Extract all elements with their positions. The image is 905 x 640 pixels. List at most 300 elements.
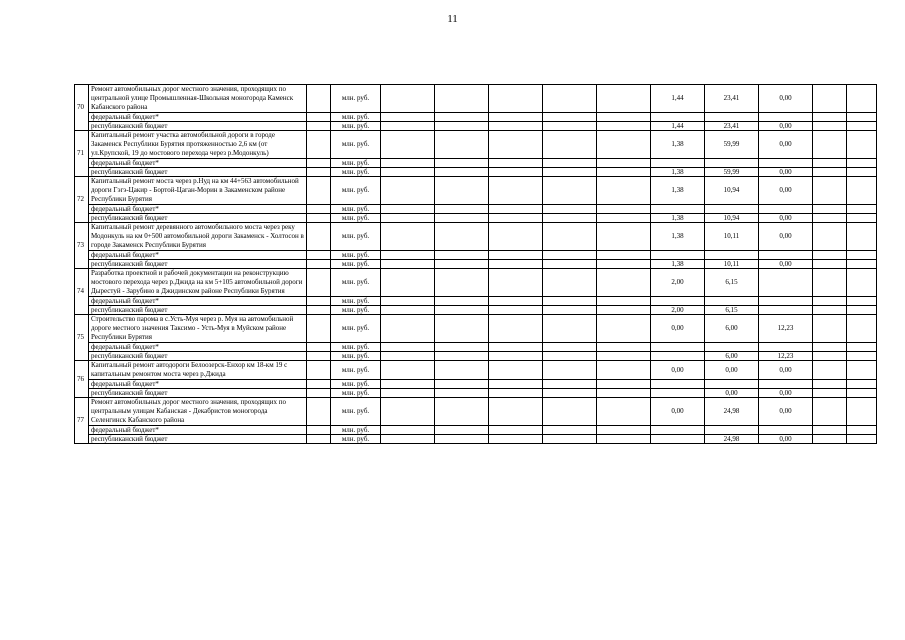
value-cell xyxy=(813,297,847,306)
value-cell xyxy=(597,177,651,205)
value-cell: 6,15 xyxy=(705,269,759,297)
table-subrow xyxy=(75,435,877,444)
value-cell xyxy=(597,113,651,122)
empty-cell xyxy=(307,306,331,315)
value-cell xyxy=(597,260,651,269)
empty-cell xyxy=(307,426,331,435)
value-cell xyxy=(847,269,877,297)
value-cell: 0,00 xyxy=(705,389,759,398)
table-subrow xyxy=(75,168,877,177)
value-cell xyxy=(705,343,759,352)
value-cell: 0,00 xyxy=(759,435,813,444)
value-cell xyxy=(813,380,847,389)
value-cell xyxy=(597,315,651,343)
value-cell xyxy=(759,159,813,168)
value-cell xyxy=(651,159,705,168)
unit-cell: млн. руб. xyxy=(331,315,381,343)
value-cell xyxy=(381,352,435,361)
value-cell xyxy=(847,168,877,177)
table-subrow xyxy=(75,352,877,361)
unit-cell: млн. руб. xyxy=(331,306,381,315)
value-cell xyxy=(381,426,435,435)
value-cell xyxy=(813,306,847,315)
value-cell xyxy=(435,159,489,168)
value-cell xyxy=(813,85,847,113)
empty-cell xyxy=(307,223,331,251)
value-cell xyxy=(759,251,813,260)
table-subrow xyxy=(75,297,877,306)
value-cell: 0,00 xyxy=(705,361,759,380)
value-cell xyxy=(381,131,435,159)
value-cell xyxy=(489,435,543,444)
value-cell xyxy=(489,426,543,435)
row-number: 72 xyxy=(75,177,89,223)
value-cell: 0,00 xyxy=(759,214,813,223)
value-cell xyxy=(435,205,489,214)
value-cell xyxy=(381,223,435,251)
unit-cell: млн. руб. xyxy=(331,85,381,113)
value-cell xyxy=(543,426,597,435)
value-cell xyxy=(813,426,847,435)
value-cell: 24,98 xyxy=(705,398,759,426)
value-cell xyxy=(435,297,489,306)
value-cell xyxy=(435,131,489,159)
value-cell xyxy=(543,306,597,315)
value-cell xyxy=(489,361,543,380)
value-cell xyxy=(381,177,435,205)
value-cell xyxy=(435,435,489,444)
budget-source-cell: федеральный бюджет* xyxy=(89,380,307,389)
value-cell xyxy=(489,168,543,177)
value-cell xyxy=(381,306,435,315)
budget-source-cell: федеральный бюджет* xyxy=(89,205,307,214)
empty-cell xyxy=(307,85,331,113)
value-cell xyxy=(489,131,543,159)
value-cell xyxy=(597,426,651,435)
value-cell: 0,00 xyxy=(759,398,813,426)
empty-cell xyxy=(307,251,331,260)
unit-cell: млн. руб. xyxy=(331,398,381,426)
value-cell xyxy=(489,113,543,122)
value-cell xyxy=(847,177,877,205)
value-cell xyxy=(847,85,877,113)
value-cell xyxy=(543,159,597,168)
value-cell xyxy=(705,251,759,260)
value-cell xyxy=(435,398,489,426)
project-name-cell: Капитальный ремонт автодороги Белоозерск-Енхор км 18-км 19 с капитальным ремонтом моста через р.Джида xyxy=(89,361,307,380)
empty-cell xyxy=(307,435,331,444)
empty-cell xyxy=(307,352,331,361)
empty-cell xyxy=(307,113,331,122)
value-cell xyxy=(543,269,597,297)
value-cell: 2,00 xyxy=(651,269,705,297)
value-cell xyxy=(435,177,489,205)
value-cell: 1,44 xyxy=(651,85,705,113)
value-cell xyxy=(543,251,597,260)
value-cell xyxy=(489,315,543,343)
value-cell xyxy=(489,223,543,251)
table-row xyxy=(75,269,877,297)
unit-cell: млн. руб. xyxy=(331,297,381,306)
value-cell xyxy=(381,205,435,214)
value-cell xyxy=(813,343,847,352)
value-cell: 59,99 xyxy=(705,168,759,177)
value-cell xyxy=(435,426,489,435)
value-cell xyxy=(813,205,847,214)
unit-cell: млн. руб. xyxy=(331,251,381,260)
value-cell xyxy=(543,205,597,214)
unit-cell: млн. руб. xyxy=(331,260,381,269)
value-cell xyxy=(381,251,435,260)
project-name-cell: Капитальный ремонт деревянного автомобильного моста через реку Модонкуль на км 0+500 автомобильной дороги Закаменск - Холтосон в городе Закаменск Республики Бурятия xyxy=(89,223,307,251)
value-cell xyxy=(381,343,435,352)
value-cell xyxy=(543,389,597,398)
value-cell xyxy=(813,389,847,398)
value-cell xyxy=(847,435,877,444)
empty-cell xyxy=(307,260,331,269)
value-cell xyxy=(651,297,705,306)
table-row xyxy=(75,177,877,205)
unit-cell: млн. руб. xyxy=(331,159,381,168)
budget-source-cell: республиканский бюджет xyxy=(89,168,307,177)
value-cell xyxy=(705,159,759,168)
value-cell xyxy=(435,352,489,361)
table-row xyxy=(75,131,877,159)
value-cell xyxy=(543,177,597,205)
value-cell xyxy=(543,113,597,122)
value-cell: 6,15 xyxy=(705,306,759,315)
project-name-cell: Ремонт автомобильных дорог местного значения, проходящих по центральным улицам Кабанская - Декабристов моногорода Селенгинск Кабанского района xyxy=(89,398,307,426)
value-cell xyxy=(847,380,877,389)
value-cell xyxy=(435,306,489,315)
unit-cell: млн. руб. xyxy=(331,380,381,389)
table-subrow xyxy=(75,251,877,260)
value-cell: 1,44 xyxy=(651,122,705,131)
table-row xyxy=(75,315,877,343)
value-cell xyxy=(489,343,543,352)
value-cell xyxy=(651,380,705,389)
value-cell xyxy=(489,159,543,168)
value-cell: 12,23 xyxy=(759,315,813,343)
empty-cell xyxy=(307,159,331,168)
empty-cell xyxy=(307,205,331,214)
table-subrow xyxy=(75,389,877,398)
project-name-cell: Капитальный ремонт участка автомобильной дороги в городе Закаменск Республики Бурятия протяженностью 2,6 км (от ул.Крупской, 19 до мостового перехода через р.Модонкуль) xyxy=(89,131,307,159)
value-cell: 23,41 xyxy=(705,122,759,131)
value-cell xyxy=(813,214,847,223)
value-cell xyxy=(489,251,543,260)
value-cell xyxy=(381,122,435,131)
table-subrow xyxy=(75,122,877,131)
empty-cell xyxy=(307,177,331,205)
budget-source-cell: республиканский бюджет xyxy=(89,306,307,315)
value-cell xyxy=(847,159,877,168)
value-cell xyxy=(847,214,877,223)
value-cell xyxy=(435,315,489,343)
value-cell xyxy=(597,205,651,214)
value-cell xyxy=(381,380,435,389)
table-subrow xyxy=(75,260,877,269)
value-cell xyxy=(597,168,651,177)
project-name-cell: Ремонт автомобильных дорог местного значения, проходящих по центральной улице Промышленная-Школьная моногорода Каменск Кабанского района xyxy=(89,85,307,113)
value-cell xyxy=(813,122,847,131)
empty-cell xyxy=(307,398,331,426)
value-cell: 0,00 xyxy=(759,223,813,251)
value-cell xyxy=(651,205,705,214)
value-cell xyxy=(381,260,435,269)
value-cell xyxy=(847,251,877,260)
table-subrow xyxy=(75,214,877,223)
value-cell xyxy=(435,168,489,177)
unit-cell: млн. руб. xyxy=(331,361,381,380)
unit-cell: млн. руб. xyxy=(331,122,381,131)
value-cell xyxy=(543,380,597,389)
budget-source-cell: республиканский бюджет xyxy=(89,122,307,131)
project-name-cell: Капитальный ремонт моста через р.Нуд на км 44+563 автомобильной дороги Гэгэ-Цакир - Бортой-Цаган-Морин в Закаменском районе Республики Бурятия xyxy=(89,177,307,205)
unit-cell: млн. руб. xyxy=(331,435,381,444)
table-row xyxy=(75,223,877,251)
value-cell: 1,38 xyxy=(651,223,705,251)
value-cell: 1,38 xyxy=(651,131,705,159)
table-subrow xyxy=(75,113,877,122)
value-cell xyxy=(705,113,759,122)
value-cell xyxy=(381,297,435,306)
table-subrow xyxy=(75,205,877,214)
value-cell xyxy=(597,380,651,389)
unit-cell: млн. руб. xyxy=(331,389,381,398)
table-row xyxy=(75,85,877,113)
budget-source-cell: федеральный бюджет* xyxy=(89,251,307,260)
value-cell xyxy=(489,380,543,389)
value-cell xyxy=(651,426,705,435)
value-cell xyxy=(847,389,877,398)
value-cell xyxy=(813,315,847,343)
value-cell: 0,00 xyxy=(759,122,813,131)
unit-cell: млн. руб. xyxy=(331,343,381,352)
value-cell xyxy=(813,131,847,159)
value-cell xyxy=(381,214,435,223)
table-subrow xyxy=(75,380,877,389)
value-cell xyxy=(435,380,489,389)
value-cell xyxy=(813,361,847,380)
budget-source-cell: федеральный бюджет* xyxy=(89,297,307,306)
value-cell xyxy=(813,113,847,122)
value-cell xyxy=(847,315,877,343)
budget-source-cell: федеральный бюджет* xyxy=(89,343,307,352)
budget-source-cell: республиканский бюджет xyxy=(89,260,307,269)
value-cell xyxy=(543,85,597,113)
value-cell xyxy=(381,315,435,343)
value-cell xyxy=(597,435,651,444)
value-cell xyxy=(847,343,877,352)
value-cell xyxy=(651,389,705,398)
value-cell xyxy=(597,352,651,361)
value-cell xyxy=(489,260,543,269)
value-cell xyxy=(597,361,651,380)
value-cell: 0,00 xyxy=(759,131,813,159)
row-number: 76 xyxy=(75,361,89,398)
empty-cell xyxy=(307,297,331,306)
value-cell xyxy=(597,214,651,223)
value-cell xyxy=(813,435,847,444)
value-cell xyxy=(759,306,813,315)
value-cell xyxy=(435,214,489,223)
unit-cell: млн. руб. xyxy=(331,205,381,214)
value-cell xyxy=(847,205,877,214)
value-cell xyxy=(705,380,759,389)
value-cell: 12,23 xyxy=(759,352,813,361)
table-row xyxy=(75,398,877,426)
value-cell xyxy=(543,315,597,343)
value-cell: 1,38 xyxy=(651,260,705,269)
value-cell xyxy=(651,435,705,444)
value-cell: 0,00 xyxy=(651,315,705,343)
value-cell xyxy=(597,223,651,251)
value-cell xyxy=(489,205,543,214)
value-cell: 24,98 xyxy=(705,435,759,444)
row-number: 73 xyxy=(75,223,89,269)
unit-cell: млн. руб. xyxy=(331,269,381,297)
value-cell: 59,99 xyxy=(705,131,759,159)
row-number: 70 xyxy=(75,85,89,131)
value-cell xyxy=(435,85,489,113)
value-cell xyxy=(435,122,489,131)
budget-source-cell: федеральный бюджет* xyxy=(89,426,307,435)
value-cell xyxy=(543,223,597,251)
value-cell xyxy=(489,177,543,205)
value-cell xyxy=(435,223,489,251)
budget-source-cell: федеральный бюджет* xyxy=(89,159,307,168)
value-cell xyxy=(813,398,847,426)
value-cell xyxy=(435,251,489,260)
value-cell xyxy=(543,122,597,131)
value-cell xyxy=(381,159,435,168)
value-cell xyxy=(435,269,489,297)
value-cell xyxy=(435,361,489,380)
value-cell xyxy=(847,398,877,426)
table-row xyxy=(75,361,877,380)
empty-cell xyxy=(307,214,331,223)
value-cell xyxy=(543,131,597,159)
value-cell xyxy=(489,85,543,113)
value-cell xyxy=(847,361,877,380)
value-cell: 6,00 xyxy=(705,352,759,361)
value-cell: 0,00 xyxy=(651,398,705,426)
project-name-cell: Разработка проектной и рабочей документации на реконструкцию мостового перехода через р.Джида на км 5+105 автомобильной дороги Дырестуй - Зарубино в Джидинском районе Республики Бурятия xyxy=(89,269,307,297)
value-cell xyxy=(847,306,877,315)
value-cell xyxy=(489,352,543,361)
value-cell xyxy=(489,389,543,398)
value-cell xyxy=(597,131,651,159)
value-cell xyxy=(847,122,877,131)
value-cell xyxy=(597,343,651,352)
value-cell xyxy=(543,343,597,352)
table-subrow xyxy=(75,343,877,352)
budget-source-cell: федеральный бюджет* xyxy=(89,113,307,122)
value-cell xyxy=(759,269,813,297)
value-cell xyxy=(435,389,489,398)
value-cell xyxy=(489,297,543,306)
value-cell xyxy=(759,380,813,389)
value-cell xyxy=(489,306,543,315)
row-number: 77 xyxy=(75,398,89,444)
empty-cell xyxy=(307,131,331,159)
unit-cell: млн. руб. xyxy=(331,214,381,223)
value-cell: 1,38 xyxy=(651,214,705,223)
value-cell xyxy=(813,177,847,205)
budget-table xyxy=(74,84,877,444)
value-cell xyxy=(651,251,705,260)
empty-cell xyxy=(307,315,331,343)
unit-cell: млн. руб. xyxy=(331,168,381,177)
value-cell xyxy=(813,352,847,361)
value-cell xyxy=(597,122,651,131)
value-cell xyxy=(847,352,877,361)
value-cell xyxy=(381,398,435,426)
value-cell: 0,00 xyxy=(759,260,813,269)
value-cell xyxy=(705,426,759,435)
value-cell xyxy=(435,343,489,352)
value-cell xyxy=(435,113,489,122)
unit-cell: млн. руб. xyxy=(331,223,381,251)
value-cell xyxy=(813,159,847,168)
value-cell xyxy=(759,426,813,435)
value-cell xyxy=(381,113,435,122)
value-cell xyxy=(705,205,759,214)
value-cell xyxy=(381,435,435,444)
value-cell xyxy=(435,260,489,269)
budget-source-cell: республиканский бюджет xyxy=(89,352,307,361)
value-cell xyxy=(489,122,543,131)
empty-cell xyxy=(307,389,331,398)
row-number: 74 xyxy=(75,269,89,315)
value-cell xyxy=(597,159,651,168)
page-number: 11 xyxy=(447,13,458,25)
value-cell: 10,94 xyxy=(705,214,759,223)
value-cell: 23,41 xyxy=(705,85,759,113)
value-cell xyxy=(543,398,597,426)
value-cell xyxy=(543,297,597,306)
value-cell xyxy=(543,260,597,269)
value-cell xyxy=(597,251,651,260)
value-cell xyxy=(597,85,651,113)
value-cell xyxy=(759,297,813,306)
value-cell xyxy=(651,343,705,352)
value-cell xyxy=(813,168,847,177)
value-cell xyxy=(543,435,597,444)
value-cell xyxy=(381,85,435,113)
row-number: 71 xyxy=(75,131,89,177)
value-cell xyxy=(847,223,877,251)
table-subrow xyxy=(75,159,877,168)
value-cell xyxy=(759,205,813,214)
value-cell: 2,00 xyxy=(651,306,705,315)
value-cell: 1,38 xyxy=(651,168,705,177)
unit-cell: млн. руб. xyxy=(331,426,381,435)
value-cell xyxy=(381,269,435,297)
empty-cell xyxy=(307,343,331,352)
unit-cell: млн. руб. xyxy=(331,131,381,159)
unit-cell: млн. руб. xyxy=(331,113,381,122)
value-cell xyxy=(597,269,651,297)
value-cell xyxy=(759,343,813,352)
value-cell xyxy=(597,389,651,398)
value-cell: 0,00 xyxy=(651,361,705,380)
value-cell xyxy=(489,398,543,426)
value-cell xyxy=(543,214,597,223)
value-cell: 0,00 xyxy=(759,168,813,177)
value-cell xyxy=(489,269,543,297)
